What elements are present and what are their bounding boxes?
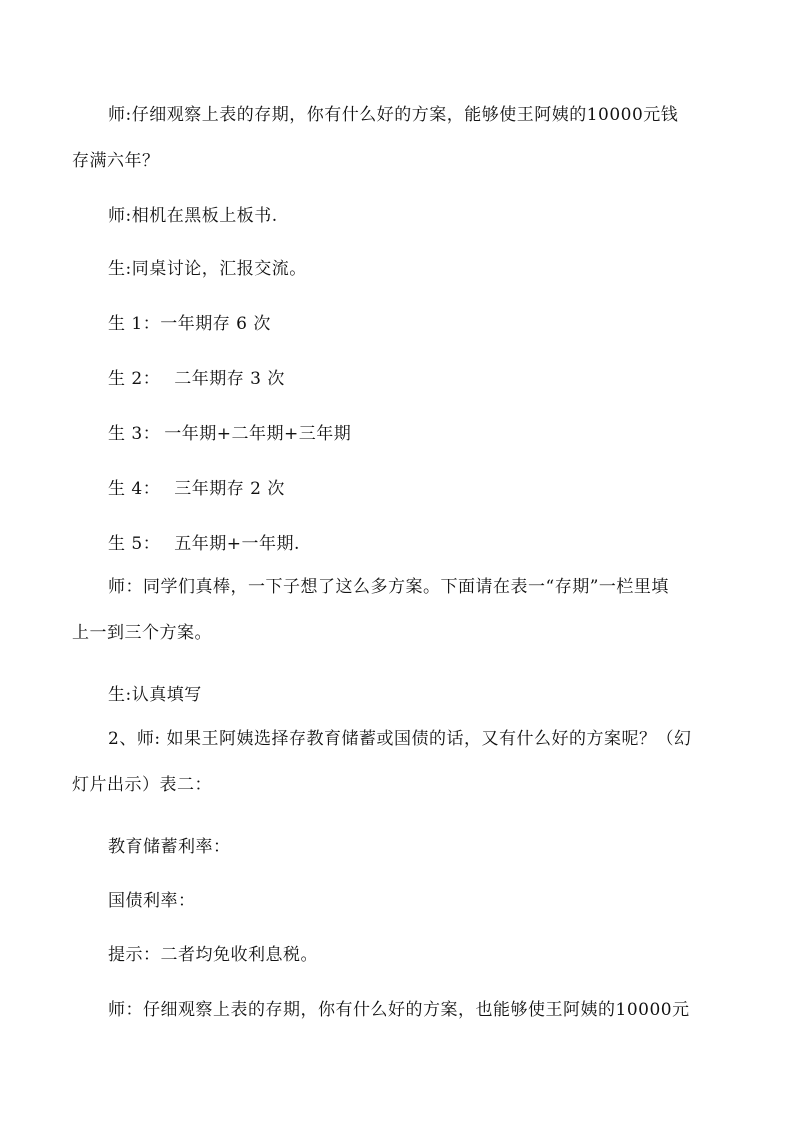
student-1-content: 一年期存 6 次 [160,314,271,334]
paragraph-2: 师:相机在黑板上板书. [108,206,278,226]
paragraph-15-line-1: 师：仔细观察上表的存期，你有什么好的方案，也能够使王阿姨的10000元 [108,1000,690,1020]
student-5-answer [72,521,760,567]
paragraph-9-line-2: 上一到三个方案。 [72,623,212,643]
student-3-content: 一年期+二年期+三年期 [164,424,352,444]
paragraph-10: 生:认真填写 [108,685,202,705]
student-4-content: 三年期存 2 次 [174,479,285,499]
paragraph-9-line-1: 师：同学们真棒，一下子想了这么多方案。下面请在表一“存期”一栏里填 [108,577,669,597]
student-5-label: 生 5： [108,534,161,554]
paragraph-13: 国债利率： [108,891,196,911]
student-1-label: 生 1： [108,314,161,334]
paragraph-1-line-2: 存满六年？ [72,151,160,171]
paragraph-1-line-1: 师:仔细观察上表的存期，你有什么好的方案，能够使王阿姨的10000元钱 [108,105,679,125]
paragraph-11 [72,716,724,808]
student-4-label: 生 4： [108,479,161,499]
paragraph-11-line-2: 灯片出示）表二： [72,775,212,795]
paragraph-1 [72,92,724,184]
student-4-answer [72,466,760,512]
student-2-answer [72,356,760,402]
paragraph-15 [72,987,724,1033]
student-2-content: 二年期存 3 次 [174,369,285,389]
student-1-answer [72,301,760,347]
paragraph-14: 提示：二者均免收利息税。 [108,945,318,965]
student-2-label: 生 2： [108,369,161,389]
paragraph-9 [72,564,724,656]
student-5-content: 五年期+一年期. [174,534,300,554]
student-3-label: 生 3： [108,424,161,444]
paragraph-11-line-1: 2、师: 如果王阿姨选择存教育储蓄或国债的话，又有什么好的方案呢？（幻 [108,729,692,749]
paragraph-3: 生:同桌讨论，汇报交流。 [108,259,307,279]
student-3-answer [72,411,760,457]
paragraph-12: 教育储蓄利率： [108,837,231,857]
